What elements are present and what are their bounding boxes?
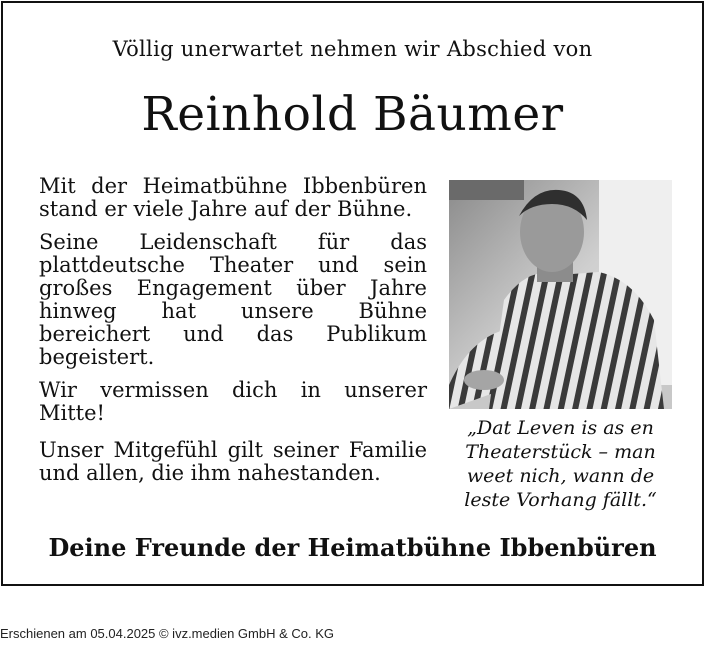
paragraph-missing: Wir vermissen dich in unserer Mitte! [39, 378, 427, 425]
publication-footer: Erschienen am 05.04.2025 © ivz.medien GmbH & Co. KG [0, 626, 335, 641]
quote-line-1: „Dat Leven is as en [467, 417, 654, 439]
quote [449, 416, 672, 512]
quote-line-4: leste Vorhang fällt.“ [464, 489, 657, 511]
obituary-notice [1, 1, 704, 586]
quote-line-3: weet nich, wann de [466, 465, 655, 487]
notice-body [39, 175, 427, 495]
paragraph-condolence: Unser Mitgefühl gilt seiner Familie und allen, die ihm nahestanden. [39, 438, 427, 485]
portrait-illustration [449, 180, 672, 409]
quote-line-2: Theaterstück – man [465, 441, 656, 463]
signoff: Deine Freunde der Heimatbühne Ibbenbüren [48, 533, 657, 562]
paragraph-passion: Seine Leidenschaft für das plattdeutsche Theater und sein großes Engagement über Jahre hinweg hat unsere Bühne bereichert und das Publikum begeistert. [39, 230, 427, 369]
paragraph-stage: Mit der Heimatbühne Ibbenbüren stand er viele Jahre auf der Bühne. [39, 174, 427, 221]
deceased-name: Reinhold Bäumer [141, 87, 564, 142]
intro-line: Völlig unerwartet nehmen wir Abschied von [112, 37, 593, 61]
portrait-photo [449, 180, 672, 409]
